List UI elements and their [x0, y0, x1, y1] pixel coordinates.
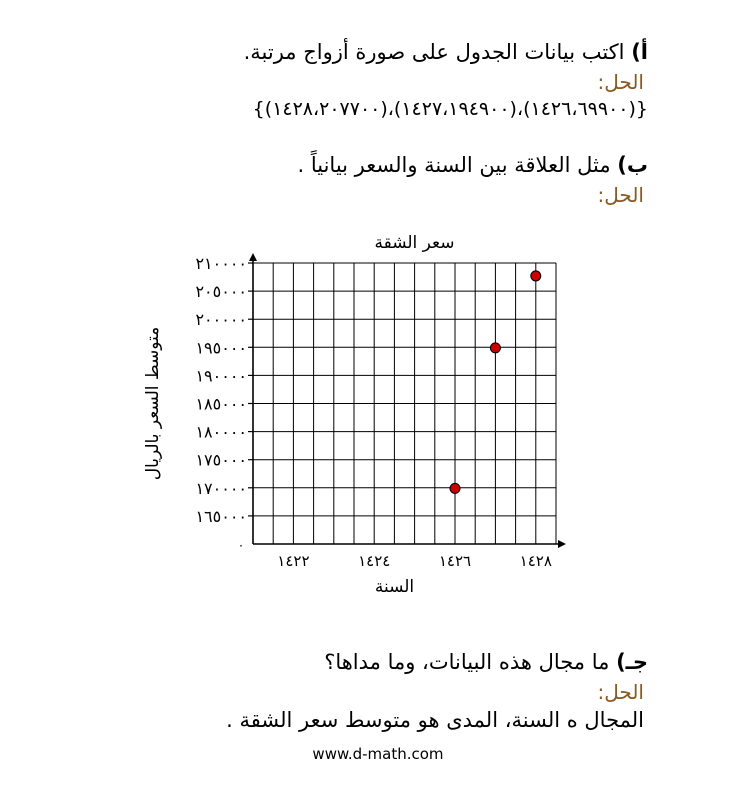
- part-a-question-text: اكتب بيانات الجدول على صورة أزواج مرتبة.: [243, 40, 625, 64]
- y-tick-label: ١٦٥٠٠٠: [195, 506, 247, 526]
- part-b-question-text: مثل العلاقة بين السنة والسعر بيانياً .: [297, 153, 611, 177]
- part-a-solution-label: الحل:: [597, 70, 644, 94]
- y-axis-label: متوسط السعر بالريال: [143, 326, 163, 481]
- y-tick-label: ١٨٠٠٠٠: [195, 422, 247, 442]
- part-a-answer: {(١٤٢٦،٦٩٩٠٠)،(١٤٢٧،١٩٤٩٠٠)،(١٤٢٨،٢٠٧٧٠٠)}: [252, 98, 648, 120]
- y-tick-label: ٢٠٥٠٠٠: [195, 282, 247, 302]
- part-c-question: [324, 650, 648, 674]
- part-c-answer: المجال ه السنة، المدى هو متوسط سعر الشقة .: [226, 708, 644, 732]
- y-axis-arrow-icon: [249, 253, 257, 261]
- part-b-solution-label: الحل:: [597, 183, 644, 207]
- part-b-question: [297, 153, 648, 177]
- part-c-solution-label: الحل:: [597, 680, 644, 704]
- data-point: [490, 343, 500, 353]
- x-tick-label: ١٤٢٨: [519, 552, 552, 570]
- scatter-chart: [0, 220, 756, 610]
- origin-label: ٠: [237, 538, 245, 552]
- part-a-label: أ): [631, 40, 648, 64]
- y-tick-label: ٢٠٠٠٠٠: [195, 310, 247, 330]
- y-tick-label: ٢١٠٠٠٠: [195, 254, 247, 273]
- x-tick-label: ١٤٢٢: [277, 552, 310, 570]
- data-point: [531, 271, 541, 281]
- chart-title: سعر الشقة: [374, 233, 455, 253]
- y-tick-label: ١٩٠٠٠٠: [195, 366, 247, 386]
- part-c-label: جـ): [616, 650, 648, 674]
- part-c-question-text: ما مجال هذه البيانات، وما مداها؟: [324, 650, 610, 674]
- y-tick-label: ١٧٠٠٠٠: [195, 478, 247, 498]
- part-a-question: [244, 40, 648, 64]
- footer-url: www.d-math.com: [312, 745, 444, 763]
- part-b-label: ب): [617, 153, 648, 177]
- y-tick-label: ١٧٥٠٠٠: [195, 450, 247, 470]
- x-tick-label: ١٤٢٤: [358, 552, 391, 570]
- y-tick-label: ١٩٥٠٠٠: [195, 338, 247, 358]
- y-tick-label: ١٨٥٠٠٠: [195, 394, 247, 414]
- x-axis-label: السنة: [374, 577, 415, 597]
- x-axis-arrow-icon: [558, 540, 566, 548]
- data-point: [450, 483, 460, 493]
- x-tick-label: ١٤٢٦: [438, 552, 472, 570]
